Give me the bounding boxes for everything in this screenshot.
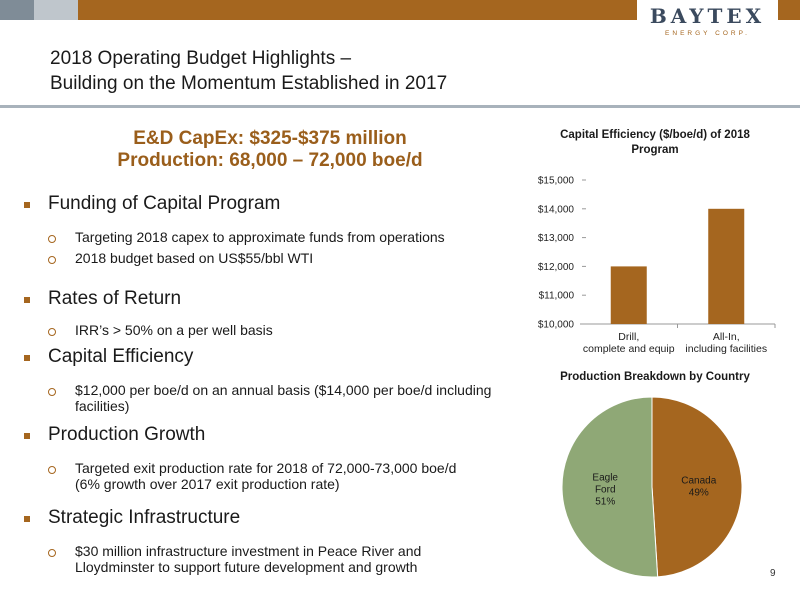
header-accent-grey: [0, 0, 34, 20]
sub-bullet-text: Targeting 2018 capex to approximate funds from operations: [75, 229, 445, 245]
bullet-square-icon: [24, 202, 30, 208]
sub-bullet-circle-icon: [48, 388, 56, 396]
sub-bullet-text: $12,000 per boe/d on an annual basis ($14,000 per boe/d including facilities): [75, 382, 492, 414]
y-tick-label: $15,000: [537, 175, 574, 187]
sub-bullet-circle-icon: [48, 328, 56, 336]
sub-bullet-text: IRR’s > 50% on a per well basis: [75, 322, 273, 338]
y-tick-label: $13,000: [537, 233, 574, 245]
page-number: 9: [770, 568, 776, 579]
title-divider: [0, 105, 800, 108]
sub-bullet-text: $30 million infrastructure investment in Peace River and Lloydminster to support future development and growth: [75, 543, 422, 575]
slide-title-line1: 2018 Operating Budget Highlights –: [50, 48, 352, 69]
capex-highlight: E&D CapEx: $325-$375 million: [133, 128, 407, 149]
bullet-production-growth: Production Growth: [48, 424, 206, 445]
production-breakdown-chart-title: Production Breakdown by Country: [560, 371, 750, 383]
bullet-square-icon: [24, 297, 30, 303]
company-logo: [637, 0, 778, 44]
sub-bullet-circle-icon: [48, 549, 56, 557]
sub-bullet-circle-icon: [48, 256, 56, 264]
y-tick-label: $12,000: [537, 261, 574, 273]
logo-subtitle: ENERGY CORP.: [665, 30, 750, 37]
bar: [611, 266, 647, 324]
bullet-returns: Rates of Return: [48, 288, 182, 309]
sub-bullet-text: Targeted exit production rate for 2018 of 72,000-73,000 boe/d (6% growth over 2017 exit production rate): [75, 460, 457, 492]
logo-wordmark: BAYTEX: [649, 4, 766, 28]
bullet-square-icon: [24, 355, 30, 361]
sub-bullet-text: 2018 budget based on US$55/bbl WTI: [75, 250, 314, 266]
bar: [708, 209, 744, 324]
bullet-funding: Funding of Capital Program: [48, 193, 281, 214]
production-highlight: Production: 68,000 – 72,000 boe/d: [117, 150, 423, 171]
pie-slice-label: Eagle Ford 51%: [592, 472, 619, 508]
x-tick-label: All-In, including facilities: [685, 331, 768, 355]
bullet-strategic-infrastructure: Strategic Infrastructure: [48, 507, 241, 528]
bullet-square-icon: [24, 516, 30, 522]
pie-slice-label: Canada 49%: [681, 475, 717, 499]
sub-bullet-circle-icon: [48, 235, 56, 243]
capital-efficiency-chart: [520, 170, 780, 365]
y-tick-label: $11,000: [538, 290, 574, 302]
header-accent-light: [34, 0, 78, 20]
sub-bullet-circle-icon: [48, 466, 56, 474]
bullet-square-icon: [24, 433, 30, 439]
slide-title-line2: Building on the Momentum Established in 2017: [50, 73, 448, 94]
y-tick-label: $10,000: [537, 319, 574, 331]
x-tick-label: Drill, complete and equip: [582, 331, 675, 355]
production-breakdown-pie-chart: [560, 395, 745, 580]
y-tick-label: $14,000: [537, 204, 574, 216]
capital-efficiency-chart-title: Capital Efficiency ($/boe/d) of 2018 Program: [560, 129, 750, 156]
bullet-capital-efficiency: Capital Efficiency: [48, 346, 194, 367]
